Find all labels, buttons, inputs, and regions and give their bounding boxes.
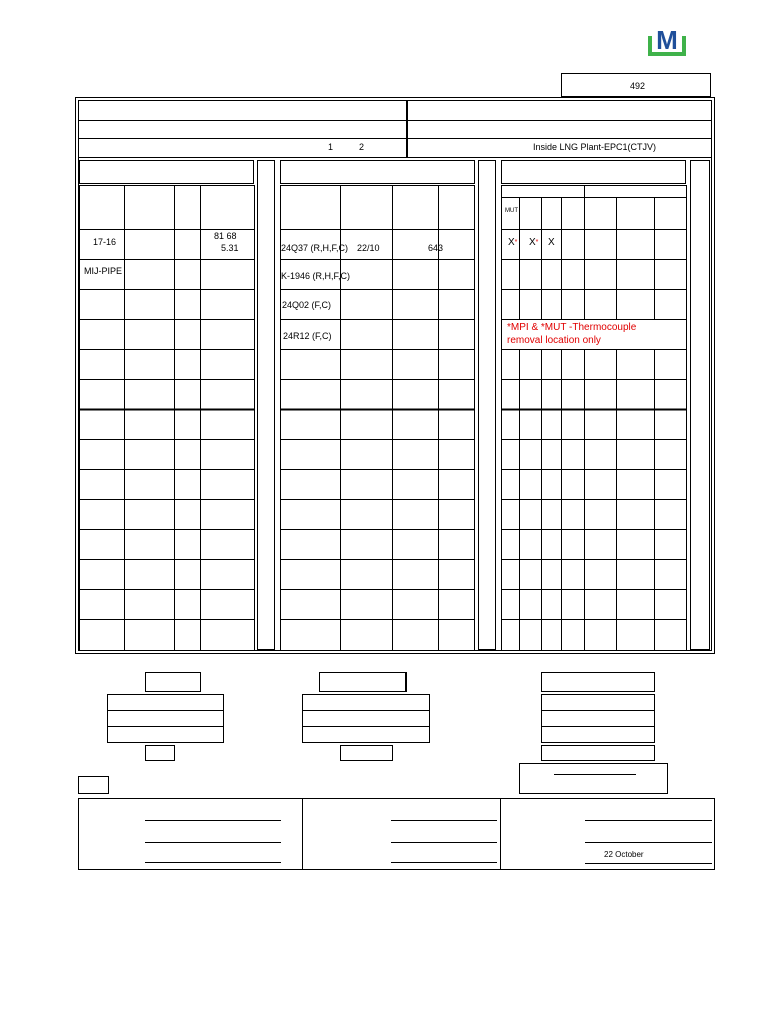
- middle-row3-col1: 24Q02 (F,C): [282, 300, 332, 310]
- location-label: Inside LNG Plant-EPC1(CTJV): [533, 142, 657, 152]
- right-mark-3: [548, 237, 555, 248]
- middle-row1-col2: 22/10: [357, 243, 380, 253]
- sign-right-footer: [541, 745, 655, 761]
- middle-row4-col1: 24R12 (F,C): [283, 331, 332, 341]
- right-mark-1-asterisk: *: [514, 239, 518, 246]
- page-number: 492: [630, 81, 646, 91]
- sign-right-stamp-box: [519, 763, 668, 794]
- logo-letter: M: [656, 25, 678, 55]
- right-header-mut: MUT: [505, 208, 518, 214]
- right-mark-3-x: X: [548, 237, 555, 248]
- sign-middle-block: [302, 694, 430, 743]
- sign-left-title: [145, 672, 201, 692]
- left-row1-col3-b: 5.31: [221, 243, 239, 253]
- right-mark-1: [508, 237, 517, 248]
- middle-row1-col3: 643: [428, 243, 444, 253]
- sign-left-footer: [145, 745, 175, 761]
- sheet-number-2: 2: [359, 142, 365, 152]
- thermocouple-note-line2: removal location only: [507, 335, 601, 346]
- approval-date: 22 October: [604, 850, 644, 859]
- thermocouple-note-line1: *MPI & *MUT -Thermocouple: [507, 322, 637, 333]
- middle-row2-col1: K-1946 (R,H,F,C): [281, 271, 351, 281]
- right-mark-2: [529, 237, 538, 248]
- sign-middle-footer: [340, 745, 393, 761]
- left-row1-col1: 17-16: [93, 237, 117, 247]
- sheet-number-1: 1: [328, 142, 334, 152]
- left-row1-col3-a: 81 68: [214, 231, 237, 241]
- sign-right-block: [541, 694, 655, 743]
- right-mark-1-x: X: [508, 237, 515, 248]
- sign-middle-title: [319, 672, 407, 692]
- right-mark-2-asterisk: *: [535, 239, 539, 246]
- sign-right-title: [541, 672, 655, 692]
- small-label-box: [78, 776, 109, 794]
- right-mark-2-x: X: [529, 237, 536, 248]
- sign-left-block: [107, 694, 224, 743]
- middle-row1-col1: 24Q37 (R,H,F,C): [281, 243, 349, 253]
- left-row2-col1: MIJ-PIPE: [84, 266, 123, 276]
